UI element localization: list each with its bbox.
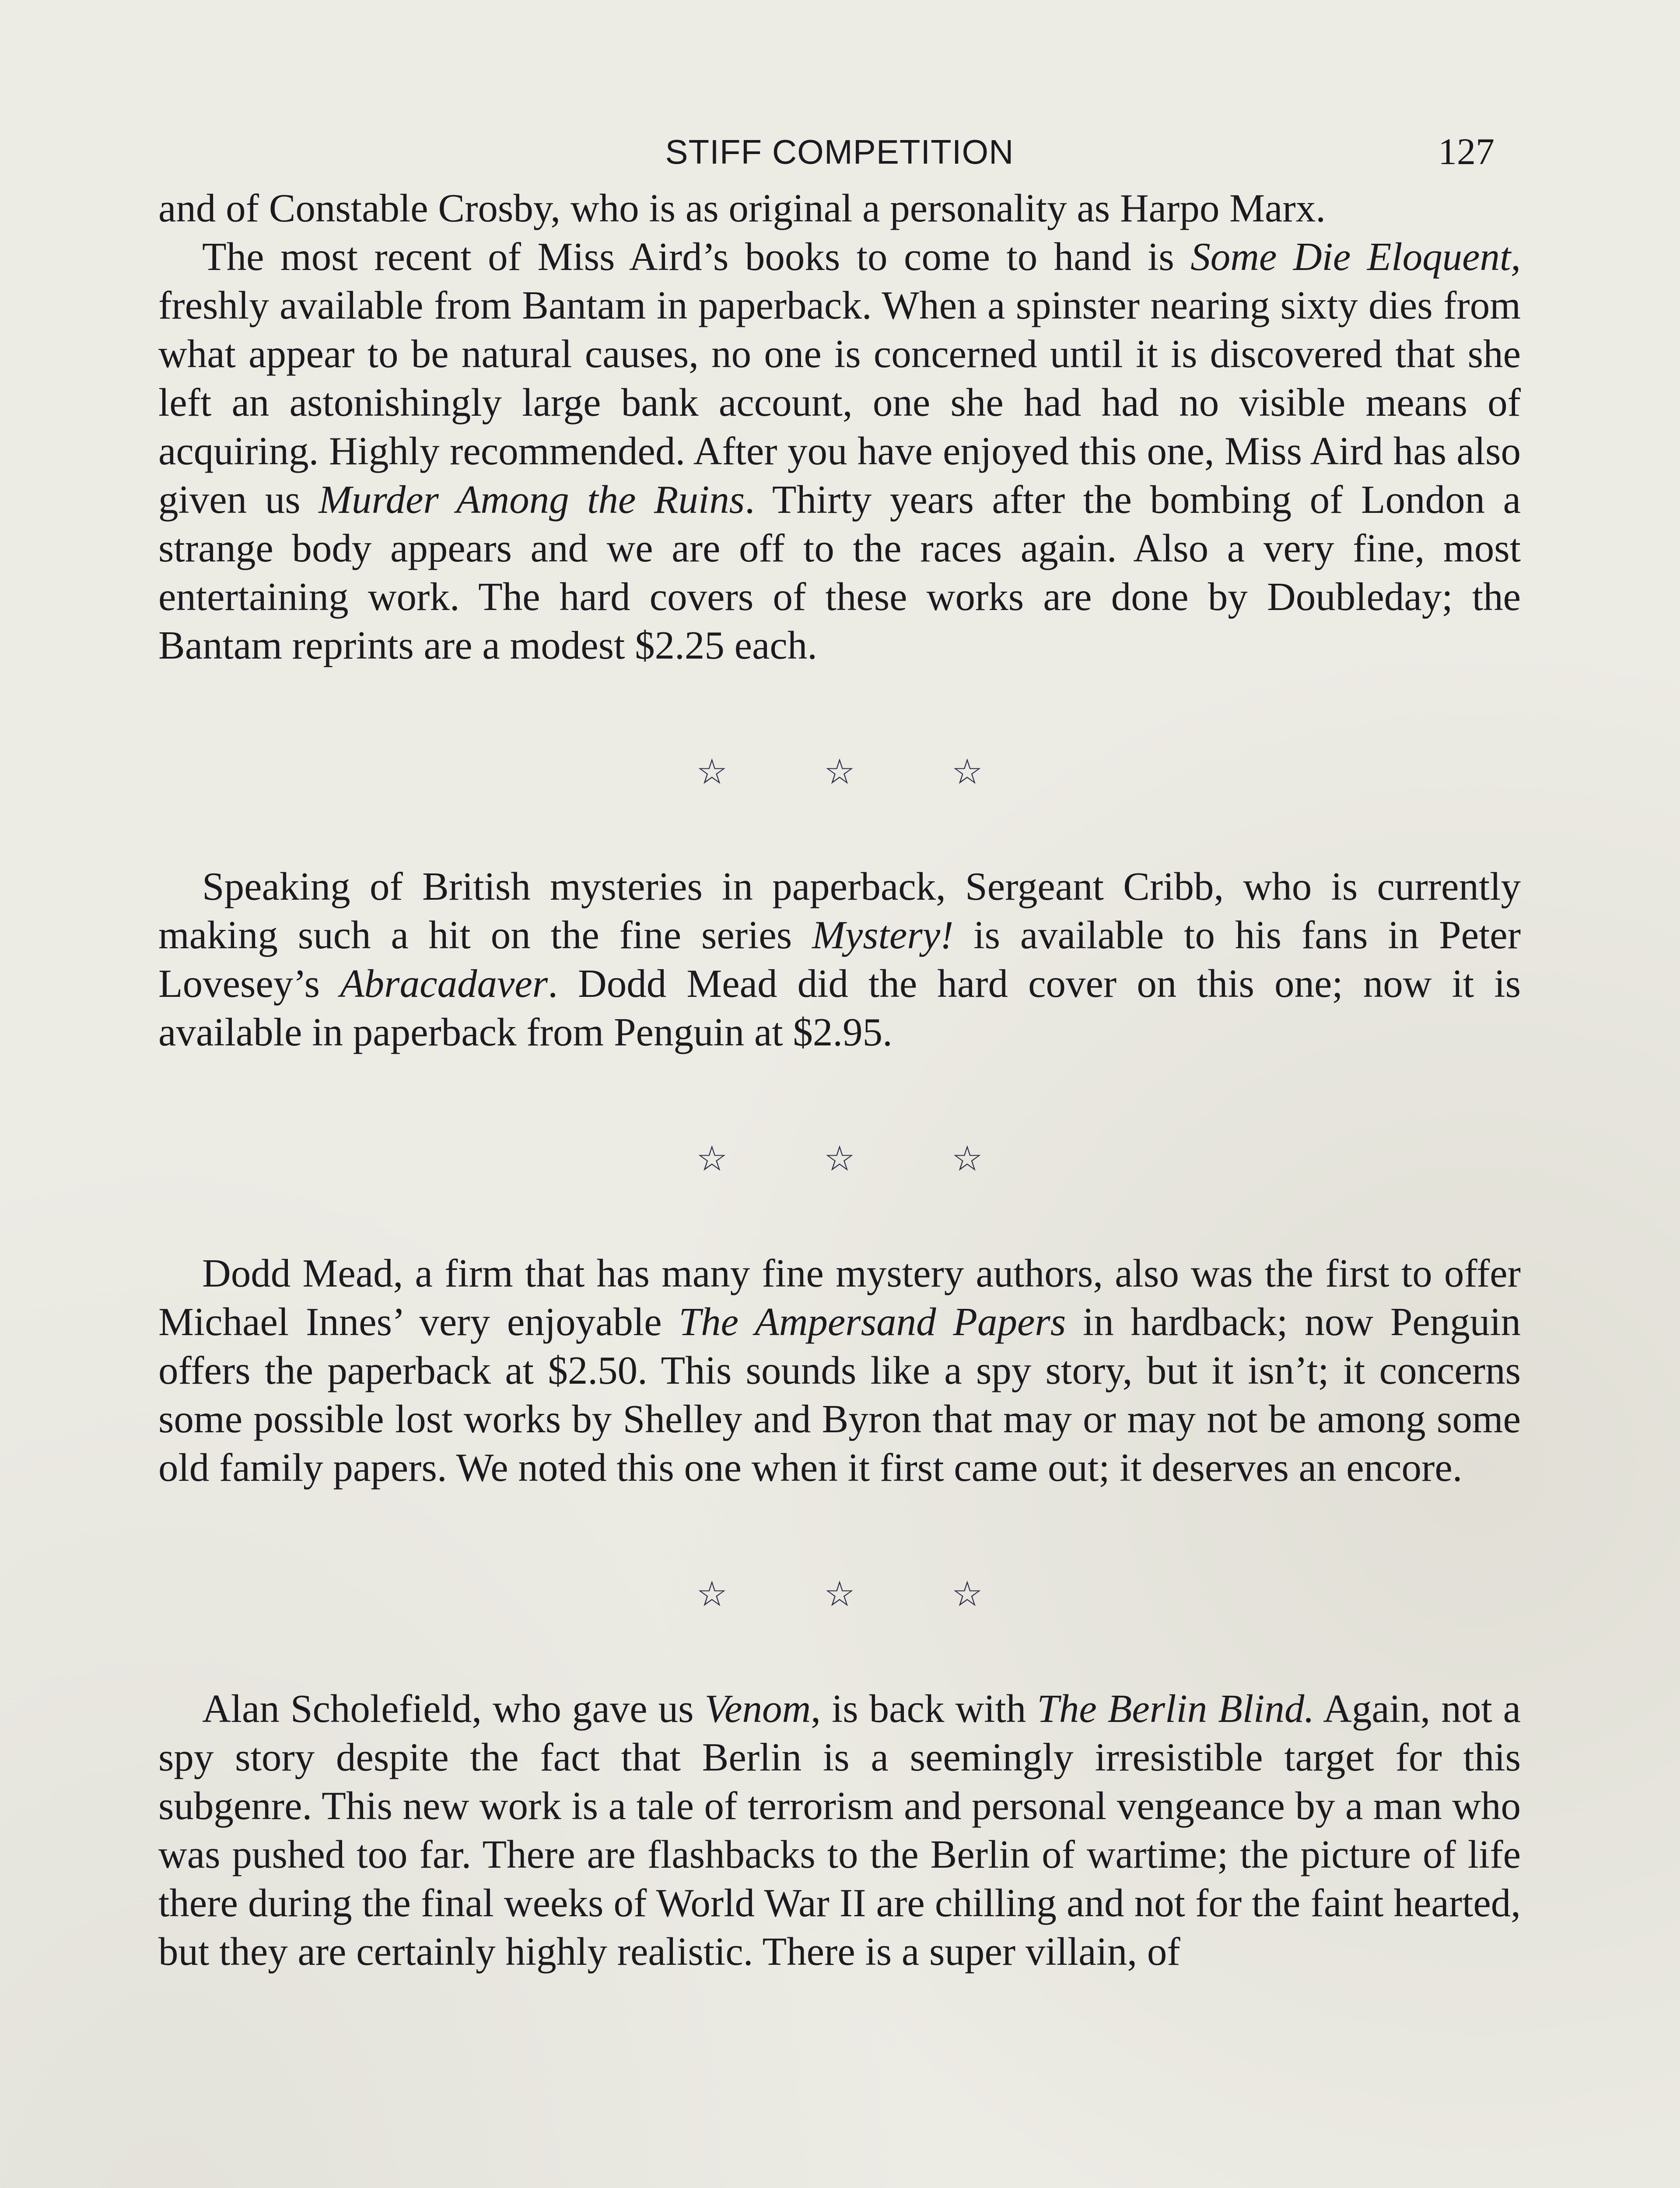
paragraph-text: Dodd Mead, a firm that has many fine mystery authors, also was the first to offer Michael Innes’ very enjoyable [158, 1251, 1521, 1344]
paragraph-ampersand-papers [158, 1249, 1521, 1492]
book-title-berlin-blind: The Berlin Blind. [1037, 1687, 1315, 1731]
paragraph-text: freshly available from Bantam in paperback. When a spinster nearing sixty dies from what appear to be natural causes, no one is concerned until it is discovered that she left an astonishingly large bank account, one she had had no visible means of acquiring. Highly recommended. After you have enjoyed this one, Miss Aird has also given us [158, 283, 1521, 522]
paragraph-text: Again, not a spy story despite the fact that Berlin is a seemingly irresistible target for this subgenre. This new work is a tale of terrorism and personal vengeance by a man who was pushed too far. There are flashbacks to the Berlin of wartime; the picture of life there during the final weeks of World War II are chilling and not for the faint hearted, but they are certainly highly realistic. There is a super villain, of [158, 1687, 1521, 1974]
paragraph-text: , is back with [811, 1687, 1037, 1731]
paragraph-text: Alan Scholefield, who gave us [202, 1687, 705, 1731]
book-title-ampersand-papers: The Ampersand Papers [679, 1300, 1066, 1344]
paragraph-text: Speaking of British mysteries in paperback, Sergeant Cribb, who is currently making such a hit on the fine series [158, 864, 1521, 957]
book-title-murder-among-the-ruins: Murder Among the Ruins [318, 477, 745, 522]
book-title-venom: Venom [704, 1687, 811, 1731]
paragraph-text: . Thirty years after the bombing of London a strange body appears and we are off to the races again. Also a very fine, most entertaining work. The hard covers of these works are done by Doubleday; the Bantam reprints are a modest $2.25 each. [158, 477, 1521, 667]
section-separator-3: ☆ ☆ ☆ [696, 1575, 1027, 1614]
section-separator-1: ☆ ☆ ☆ [696, 753, 1027, 792]
paragraph-continuation [158, 184, 1521, 232]
paragraph-text: and of Constable Crosby, who is as original a personality as Harpo Marx. [158, 186, 1326, 230]
paragraph-text: The most recent of Miss Aird’s books to come to hand is [202, 235, 1191, 279]
paragraph-text: in hardback; now Penguin offers the paperback at $2.50. This sounds like a spy story, but it isn’t; it concerns some possible lost works by Shelley and Byron that may or may not be among some old family papers. We noted this one when it first came out; it deserves an encore. [158, 1300, 1521, 1490]
paragraph-berlin-blind [158, 1684, 1521, 1976]
running-head [158, 127, 1521, 179]
section-separator-2: ☆ ☆ ☆ [696, 1140, 1027, 1178]
series-title-mystery: Mystery! [812, 913, 954, 957]
paragraph-sergeant-cribb [158, 862, 1521, 1056]
body-text [158, 184, 1521, 1976]
running-title: STIFF COMPETITION [665, 133, 1014, 171]
book-title-abracadaver: Abracadaver [340, 961, 548, 1006]
book-title-some-die-eloquent: Some Die Eloquent, [1190, 235, 1521, 279]
paragraph-text: is available to his fans in Peter Lovesey’s [158, 913, 1521, 1006]
paragraph-text: . Dodd Mead did the hard cover on this one; now it is available in paperback from Penguin at $2.95. [158, 961, 1521, 1054]
paragraph-aird-books [158, 232, 1521, 670]
page-number: 127 [1438, 130, 1494, 172]
